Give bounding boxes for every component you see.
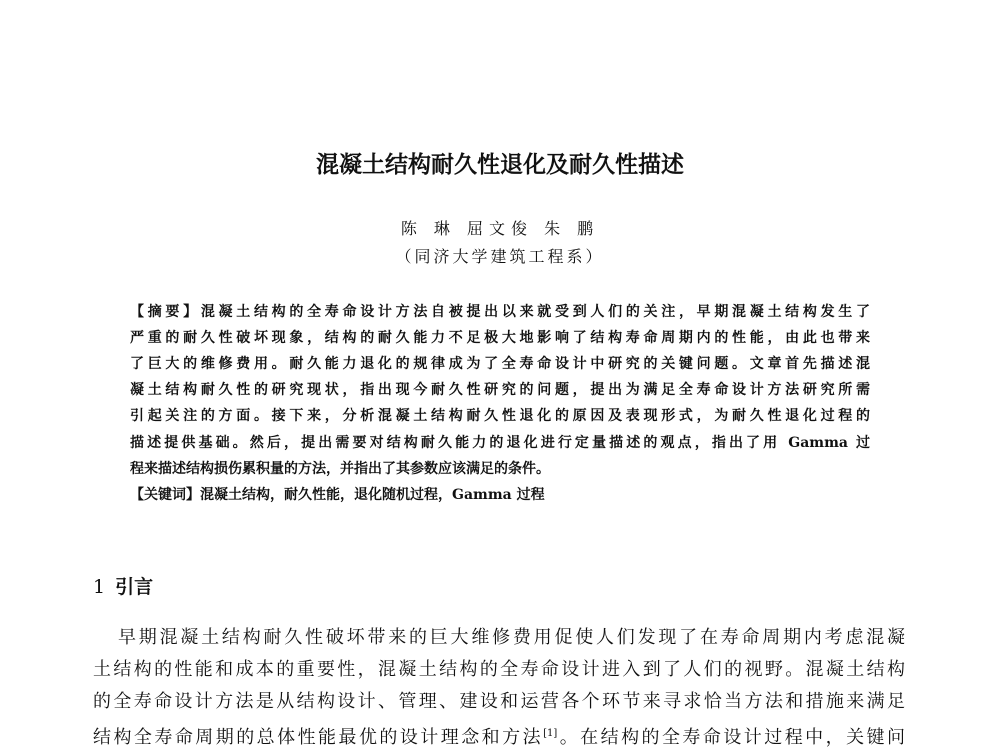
paper-title: 混凝土结构耐久性退化及耐久性描述	[316, 152, 684, 178]
keywords-text: 混凝土结构，耐久性能，退化随机过程，Gamma 过程	[200, 487, 545, 503]
body-line: 早期混凝土结构耐久性破坏带来的巨大维修费用促使人们发现了在寿命周期内考虑混凝	[118, 627, 905, 648]
section-title: 引言	[115, 576, 154, 598]
keywords-label: 【关键词】	[130, 487, 200, 503]
citation: [1]	[543, 728, 558, 739]
abstract-line: 引起关注的方面。接下来，分析混凝土结构耐久性退化的原因及表现形式，为耐久性退化过程的	[130, 408, 870, 424]
section-number: 1	[93, 576, 106, 598]
abstract-line: 严重的耐久性破坏现象，结构的耐久能力不足极大地影响了结构寿命周期内的性能，由此也带来	[130, 330, 870, 346]
abstract-line: 程来描述结构损伤累积量的方法，并指出了其参数应该满足的条件。	[130, 461, 550, 477]
section-heading	[93, 572, 153, 599]
body-line: 的全寿命设计方法是从结构设计、管理、建设和运营各个环节来寻求恰当方法和措施来满足	[93, 691, 905, 712]
keywords	[130, 485, 870, 505]
abstract-label: 【摘要】	[130, 304, 201, 320]
abstract-line: 描述提供基础。然后，提出需要对结构耐久能力的退化进行定量描述的观点，指出了用 Gamma 过	[130, 435, 870, 451]
abstract-line: 了巨大的维修费用。耐久能力退化的规律成为了全寿命设计中研究的关键问题。文章首先描述混	[130, 356, 870, 372]
body-line: 土结构的性能和成本的重要性，混凝土结构的全寿命设计进入到了人们的视野。混凝土结构	[93, 659, 905, 680]
body-line	[93, 722, 905, 746]
abstract-text: 混凝土结构的全寿命设计方法自被提出以来就受到人们的关注，早期混凝土结构发生了	[200, 304, 871, 320]
body-text-segment: 。在结构的全寿命设计过程中，关键问	[557, 727, 906, 748]
authors: 陈 琳 屈文俊 朱 鹏	[400, 219, 600, 238]
abstract-line	[130, 302, 870, 322]
affiliation: （同济大学建筑工程系）	[395, 247, 605, 266]
abstract-line: 凝土结构耐久性的研究现状，指出现今耐久性研究的问题，提出为满足全寿命设计方法研究所需	[130, 382, 870, 398]
body-text-segment: 结构全寿命周期的总体性能最优的设计理念和方法	[93, 727, 544, 748]
